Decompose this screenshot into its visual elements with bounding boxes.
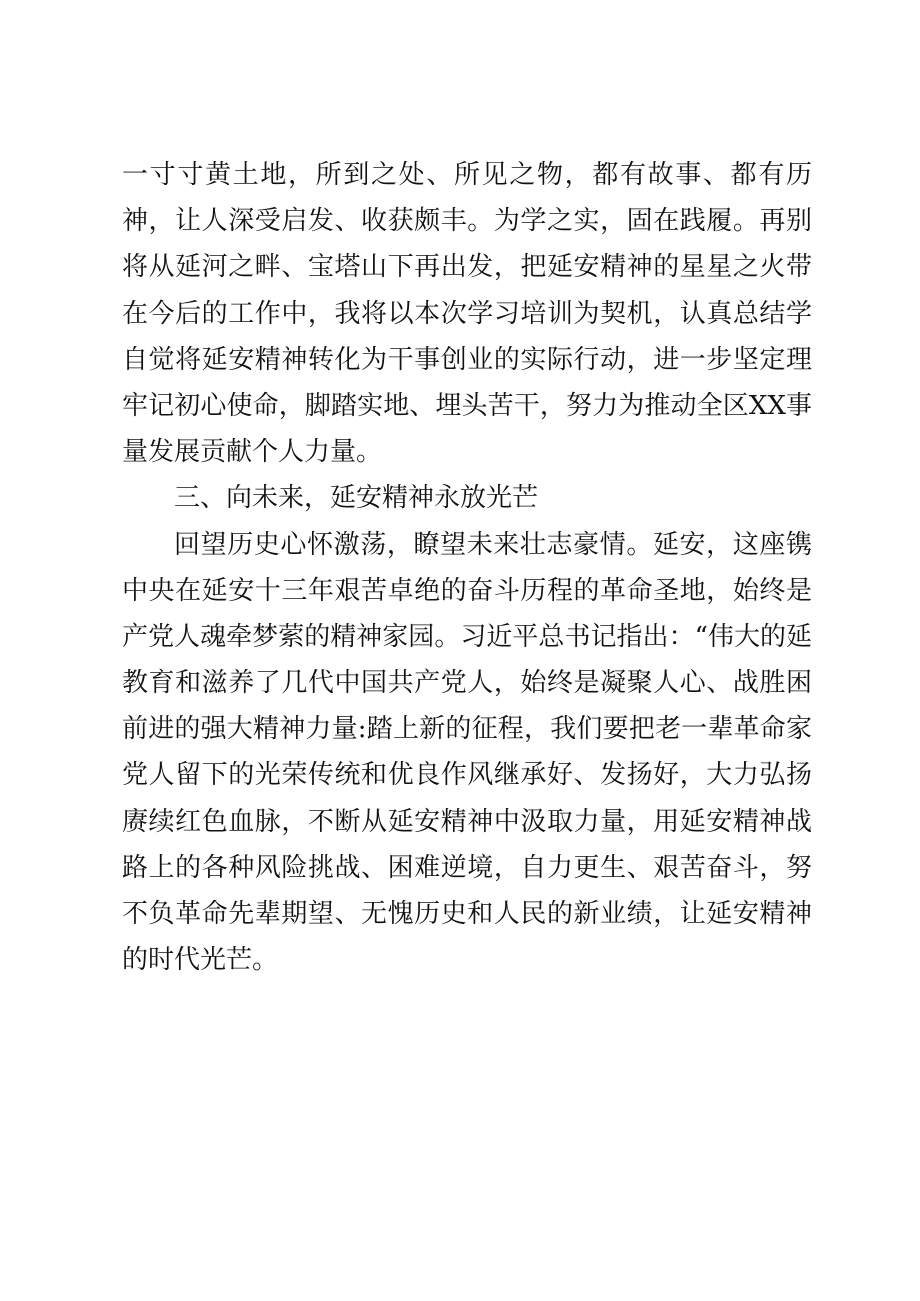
text-line: 将从延河之畔、宝塔山下再出发，把延安精神的星星之火带 — [122, 252, 812, 283]
document-body — [122, 152, 812, 983]
text-line: 神，让人深受启发、收获颇丰。为学之实，固在践履。再别 — [122, 206, 812, 237]
text-line: 赓续红色血脉，不断从延安精神中汲取力量，用延安精神战 — [122, 806, 812, 837]
text-line: 路上的各种风险挑战、困难逆境，自力更生、艰苦奋斗，努 — [122, 852, 812, 883]
text-line: 一寸寸黄土地，所到之处、所见之物，都有故事、都有历 — [122, 160, 812, 190]
text-line: 中央在延安十三年艰苦卓绝的奋斗历程的革命圣地，始终是 — [122, 575, 812, 606]
text-line: 自觉将延安精神转化为干事创业的实际行动，进一步坚定理 — [122, 344, 812, 375]
text-line: 产党人魂牵梦萦的精神家园。习近平总书记指出：“伟大的延 — [122, 621, 812, 652]
text-line: 牢记初心使命，脚踏实地、埋头苦干，努力为推动全区XX事 — [122, 390, 812, 421]
text-line: 的时代光芒。 — [122, 945, 279, 976]
text-line: 在今后的工作中，我将以本次学习培训为契机，认真总结学 — [122, 298, 812, 329]
text-line: 回望历史心怀激荡，瞭望未来壮志豪情。延安，这座镌 — [174, 529, 812, 560]
paragraph-continued — [122, 152, 812, 475]
text-line: 教育和滋养了几代中国共产党人，始终是凝聚人心、战胜困 — [122, 668, 812, 699]
text-line: 不负革命先辈期望、无愧历史和人民的新业绩，让延安精神 — [122, 899, 812, 929]
text-line: 前进的强大精神力量:踏上新的征程，我们要把老一辈革命家 — [122, 714, 812, 745]
paragraph-section3 — [122, 522, 812, 984]
text-line: 量发展贡献个人力量。 — [122, 437, 383, 468]
text-line: 党人留下的光荣传统和优良作风继承好、发扬好，大力弘扬 — [122, 760, 812, 791]
section-heading: 三、向未来，延安精神永放光芒 — [174, 483, 539, 514]
